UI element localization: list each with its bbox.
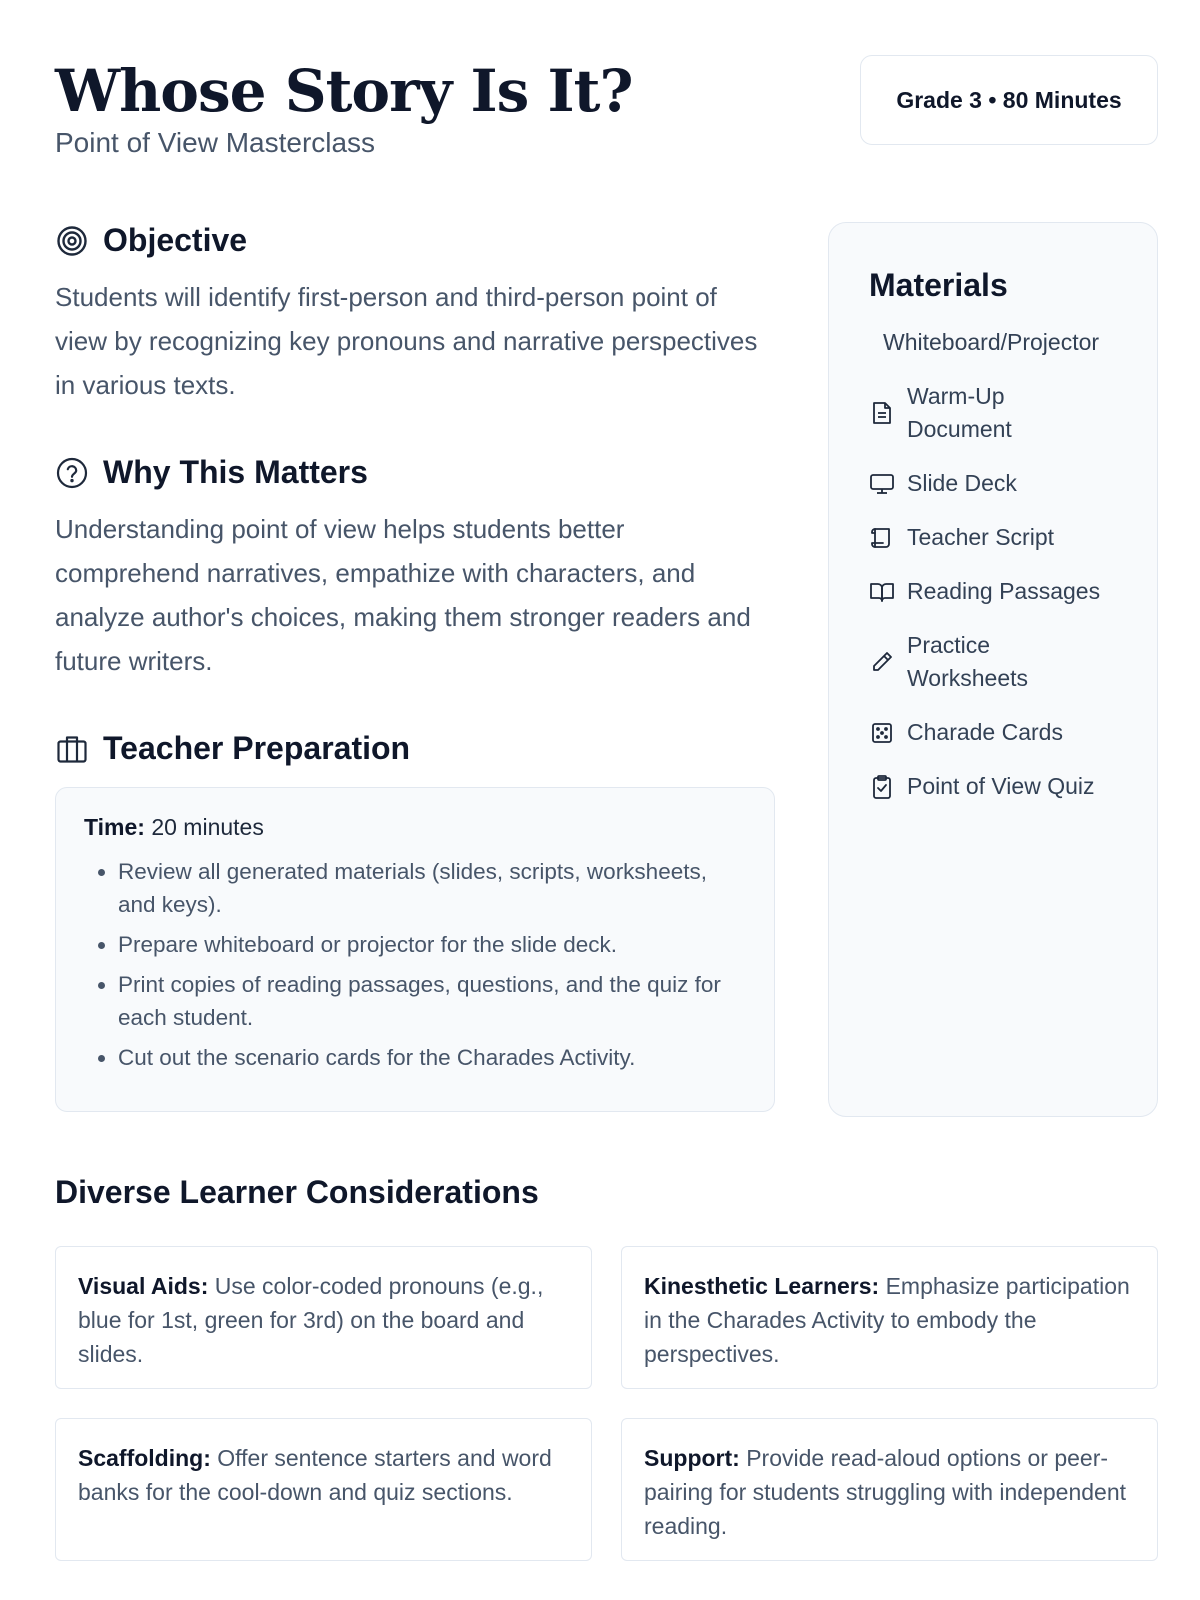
objective-heading: Objective	[103, 222, 248, 258]
material-label: Slide Deck	[907, 470, 1017, 496]
card-label: Support:	[644, 1445, 740, 1471]
dice-icon	[869, 720, 895, 746]
prep-list-item: • Cut out the scenario cards for the Charades Activity.	[118, 1041, 746, 1074]
card-text: Emphasize participation in the Charades Activity to embody the perspectives.	[644, 1273, 1130, 1367]
objective-text: Students will identify first-person and third-person point of view by recognizing key pronouns and narrative perspectives in various texts.	[55, 282, 758, 400]
prep-list-item: • Prepare whiteboard or projector for the slide deck.	[118, 928, 746, 961]
materials-heading: Materials	[869, 267, 1008, 303]
material-label: Point of View Quiz	[907, 773, 1095, 799]
material-item	[869, 770, 1137, 803]
prep-time	[84, 814, 746, 841]
material-item	[869, 629, 1137, 695]
page-subtitle: Point of View Masterclass	[55, 127, 376, 158]
teacher-preparation-section	[55, 730, 775, 1112]
card-text: Use color-coded pronouns (e.g., blue for 1st, green for 3rd) on the board and slides.	[78, 1273, 544, 1367]
card-text: Provide read-aloud options or peer-pairing for students struggling with independent reading.	[644, 1445, 1127, 1539]
material-item	[869, 467, 1137, 500]
target-icon	[55, 224, 89, 258]
material-label: Charade Cards	[907, 719, 1063, 745]
monitor-icon	[869, 471, 895, 497]
pencil-icon	[869, 649, 895, 675]
consideration-card	[55, 1418, 592, 1561]
teacher-preparation-box	[55, 787, 775, 1112]
consideration-card	[621, 1418, 1158, 1561]
why-text: Understanding point of view helps students better comprehend narratives, empathize with characters, and analyze author's choices, making them stronger readers and future writers.	[55, 514, 751, 676]
prep-list-item: • Review all generated materials (slides, scripts, worksheets, and keys).	[118, 855, 746, 921]
teacher-preparation-heading: Teacher Preparation	[103, 730, 411, 766]
prep-time-label: Time:	[84, 814, 145, 840]
material-label: Teacher Script	[907, 524, 1055, 550]
document-icon	[869, 400, 895, 426]
card-label: Kinesthetic Learners:	[644, 1273, 880, 1299]
prep-time-value: 20 minutes	[144, 814, 264, 840]
material-label: Warm-Up Document	[907, 383, 1012, 442]
why-section	[55, 454, 775, 683]
prep-list-item: • Print copies of reading passages, questions, and the quiz for each student.	[118, 968, 746, 1034]
materials-list	[869, 326, 1137, 803]
prep-list	[84, 855, 746, 1074]
material-item	[869, 716, 1137, 749]
diverse-learner-section	[55, 1174, 1158, 1539]
why-heading: Why This Matters	[103, 454, 368, 490]
material-item	[869, 326, 1137, 359]
grade-duration-badge: Grade 3 • 80 Minutes	[860, 55, 1158, 145]
card-label: Visual Aids:	[78, 1273, 209, 1299]
help-circle-icon	[55, 456, 89, 490]
briefcase-icon	[55, 732, 89, 766]
diverse-learner-heading: Diverse Learner Considerations	[55, 1174, 539, 1210]
material-item	[869, 380, 1137, 446]
card-text: Offer sentence starters and word banks for the cool-down and quiz sections.	[78, 1445, 552, 1505]
material-item	[869, 521, 1137, 554]
book-open-icon	[869, 579, 895, 605]
scroll-icon	[869, 525, 895, 551]
card-label: Scaffolding:	[78, 1445, 211, 1471]
lesson-header	[55, 56, 632, 160]
materials-panel	[828, 222, 1158, 1117]
page-title: Whose Story Is It?	[55, 57, 633, 125]
consideration-card	[621, 1246, 1158, 1389]
objective-section	[55, 222, 775, 407]
material-label: Reading Passages	[907, 578, 1101, 604]
material-item	[869, 575, 1137, 608]
consideration-card	[55, 1246, 592, 1389]
material-label: Whiteboard/Projector	[883, 329, 1100, 355]
clipboard-check-icon	[869, 774, 895, 800]
material-label: Practice Worksheets	[907, 632, 1029, 691]
